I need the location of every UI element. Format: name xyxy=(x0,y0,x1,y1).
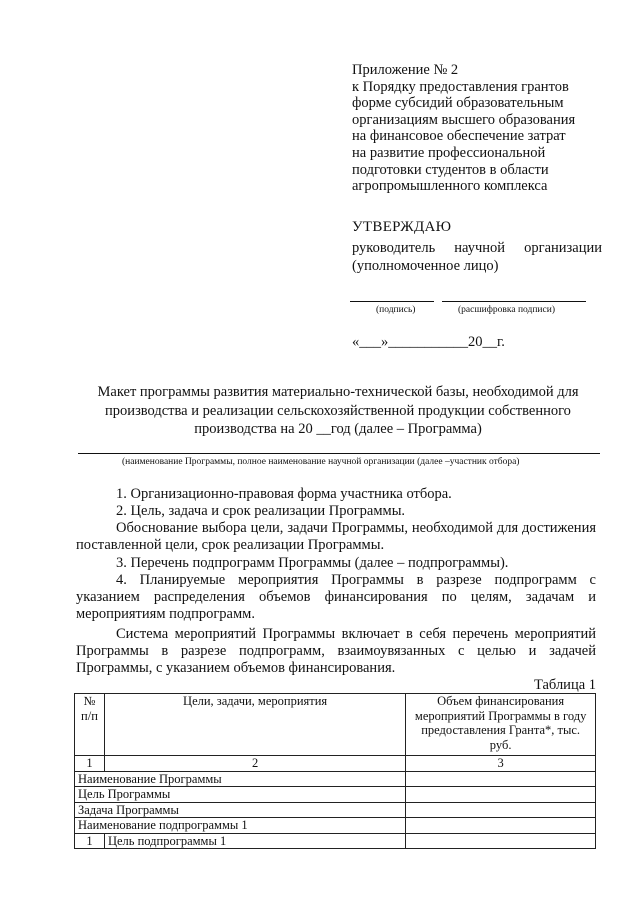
table-cell-empty xyxy=(406,771,596,787)
paragraph-5: 4. Планируемые мероприятия Программы в разрезе подпрограмм с указанием распределения объемов финансирования по целям, задачам и мероприятиям подпрограмм. xyxy=(76,572,596,622)
col-number: 3 xyxy=(406,756,596,772)
appendix-header xyxy=(352,62,612,195)
table-cell-empty xyxy=(406,787,596,803)
appendix-line: агропромышленного комплекса xyxy=(352,178,548,195)
table-cell-empty xyxy=(406,802,596,818)
signature-line xyxy=(350,301,434,302)
approval-block xyxy=(352,218,602,275)
document-title: Макет программы развития материально-технической базы, необходимой для производства и реализации сельскохозяйственной продукции собственного производства на 20 __год (далее – Программа) xyxy=(97,384,579,437)
signature-caption: (подпись) xyxy=(376,305,416,315)
table-cell-empty xyxy=(406,818,596,834)
table-cell-empty xyxy=(406,833,596,849)
appendix-line: организациям высшего образования xyxy=(352,111,576,128)
paragraph-4: 3. Перечень подпрограмм Программы (далее – подпрограммы). xyxy=(116,555,509,571)
table-cell: Цель Программы xyxy=(75,787,406,803)
paragraph-6: Система мероприятий Программы включает в себя перечень мероприятий Программы в разрезе подпрограмм, взаимоувязанных с целью и задачей Программы, с указанием объемов финансирования. xyxy=(76,626,596,676)
table-cell: Наименование Программы xyxy=(75,771,406,787)
approval-role-line: руководитель научной организации xyxy=(352,240,602,256)
table-row xyxy=(75,818,596,834)
appendix-line: форме субсидий образовательным xyxy=(352,95,564,112)
table-row xyxy=(75,833,596,849)
table-row xyxy=(75,787,596,803)
approval-role-note: (уполномоченное лицо) xyxy=(352,258,499,274)
appendix-line: Приложение № 2 xyxy=(352,62,459,78)
header-num: № п/п xyxy=(75,694,105,756)
table-row xyxy=(75,771,596,787)
decryption-caption: (расшифровка подписи) xyxy=(458,305,555,315)
approval-date: «___»___________20__г. xyxy=(352,334,505,350)
table-cell-num: 1 xyxy=(75,833,105,849)
header-volume: Объем финансирования мероприятий Программы в году предоставления Гранта*, тыс. руб. xyxy=(406,694,596,756)
approval-title: УТВЕРЖДАЮ xyxy=(352,219,452,235)
table-row xyxy=(75,802,596,818)
appendix-line: на финансовое обеспечение затрат xyxy=(352,128,566,145)
table-column-numbers xyxy=(75,756,596,772)
table-cell: Цель подпрограммы 1 xyxy=(104,833,405,849)
program-name-caption: (наименование Программы, полное наименование научной организации (далее –участник отбора) xyxy=(122,457,520,467)
paragraph-2: 2. Цель, задача и срок реализации Программы. xyxy=(116,503,406,519)
table-cell: Задача Программы xyxy=(75,802,406,818)
appendix-line: на развитие профессиональной xyxy=(352,144,546,161)
paragraph-3: Обоснование выбора цели, задачи Программы, необходимой для достижения поставленной цели, срок реализации Программы. xyxy=(76,520,596,553)
header-goals: Цели, задачи, мероприятия xyxy=(104,694,405,756)
program-name-line xyxy=(78,453,600,454)
col-number: 1 xyxy=(75,756,105,772)
col-number: 2 xyxy=(104,756,405,772)
decryption-line xyxy=(442,301,586,302)
appendix-line: к Порядку предоставления грантов xyxy=(352,78,569,95)
paragraph-1: 1. Организационно-правовая форма участника отбора. xyxy=(116,486,452,502)
table-cell: Наименование подпрограммы 1 xyxy=(75,818,406,834)
table-header-row xyxy=(75,694,596,756)
funding-table xyxy=(74,693,596,849)
appendix-line: подготовки студентов в области xyxy=(352,161,549,178)
table-label: Таблица 1 xyxy=(534,677,597,693)
